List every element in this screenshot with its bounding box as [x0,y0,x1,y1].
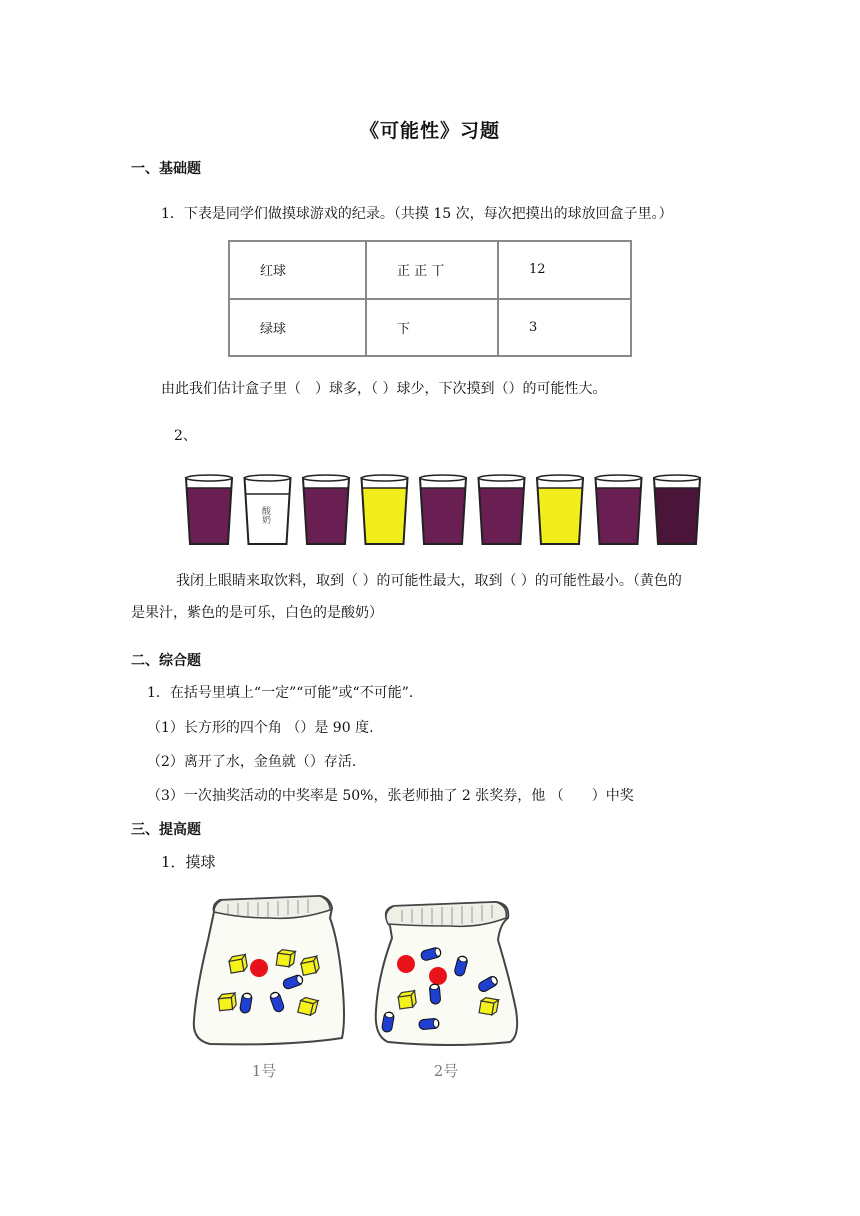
tally-cell: 正 正 丅 [366,241,498,299]
drink-cup [362,475,408,544]
section-heading-basic: 一、基础题 [131,161,201,177]
question-1-prompt: 由此我们估计盒子里（ ）球多，（ ）球少，下次摸到（）的可能性大。 [161,381,607,397]
drink-cup [654,475,700,544]
cup-rim [479,475,525,481]
cup-liquid [304,488,348,544]
blue-cylinder [419,1018,440,1030]
cup-liquid [480,488,524,544]
ball-name-cell: 绿球 [229,299,366,357]
table-row [229,299,631,357]
fill-in-instruction: 1．在括号里填上“一定”“可能”或“不可能”. [147,685,414,701]
bag-2 [376,902,517,1045]
yogurt-label: 酸奶 [260,506,270,524]
yellow-cube [228,954,248,973]
question-1-text: 1．下表是同学们做摸球游戏的纪录。（共摸 15 次，每次把摸出的球放回盒子里。） [161,206,673,222]
yellow-cube [479,997,499,1016]
question-2-label: 2、 [174,428,197,444]
drink-cup [186,475,232,544]
drink-cup [537,475,583,544]
bag-2-label: 2号 [433,1062,459,1080]
yellow-cube [218,993,237,1011]
drink-cup [596,475,642,544]
cup-rim [596,475,642,481]
drink-cup [479,475,525,544]
cup-liquid [597,488,641,544]
count-cell: 3 [498,299,631,357]
yellow-cube [276,949,295,967]
cup-rim [186,475,232,481]
red-ball [397,955,415,973]
section-heading-advanced: 三、提高题 [131,822,201,838]
question-2-text-line1: 我闭上眼睛来取饮料，取到（ ）的可能性最大，取到（ ）的可能性最小。（黄色的 [176,573,682,589]
bag-1 [194,896,344,1044]
cup-liquid [538,488,582,544]
tally-cell: 下 [366,299,498,357]
cup-rim [303,475,349,481]
drink-cups-illustration [178,458,718,550]
question-2-text-line2: 是果汁，紫色的是可乐，白色的是酸奶） [131,605,383,621]
cup-liquid [363,488,407,544]
page-title: 《可能性》习题 [359,120,500,142]
ball-bags-illustration [180,880,580,1090]
fill-in-item-3: （3）一次抽奖活动的中奖率是 50%，张老师抽了 2 张奖券，他 （ ）中奖 [147,788,634,804]
red-ball [250,959,268,977]
yellow-cube [398,991,417,1009]
section-heading-comprehensive: 二、综合题 [131,653,201,669]
cup-rim [537,475,583,481]
fill-in-item-1: （1）长方形的四个角 （）是 90 度. [147,720,374,736]
question-ball-picking: 1．摸球 [161,853,216,871]
count-cell: 12 [498,241,631,299]
cup-liquid [421,488,465,544]
cup-rim [362,475,408,481]
ball-name-cell: 红球 [229,241,366,299]
red-ball [429,967,447,985]
fill-in-item-2: （2）离开了水，金鱼就（）存活. [147,754,357,770]
drink-cup [420,475,466,544]
cup-rim [420,475,466,481]
cup-liquid [187,488,231,544]
cup-rim [654,475,700,481]
drink-cup [303,475,349,544]
cup-liquid [655,488,699,544]
cup-rim [245,475,291,481]
table-row [229,241,631,299]
blue-cylinder [429,984,441,1005]
tally-table [228,240,632,357]
bag-1-label: 1号 [251,1062,277,1080]
